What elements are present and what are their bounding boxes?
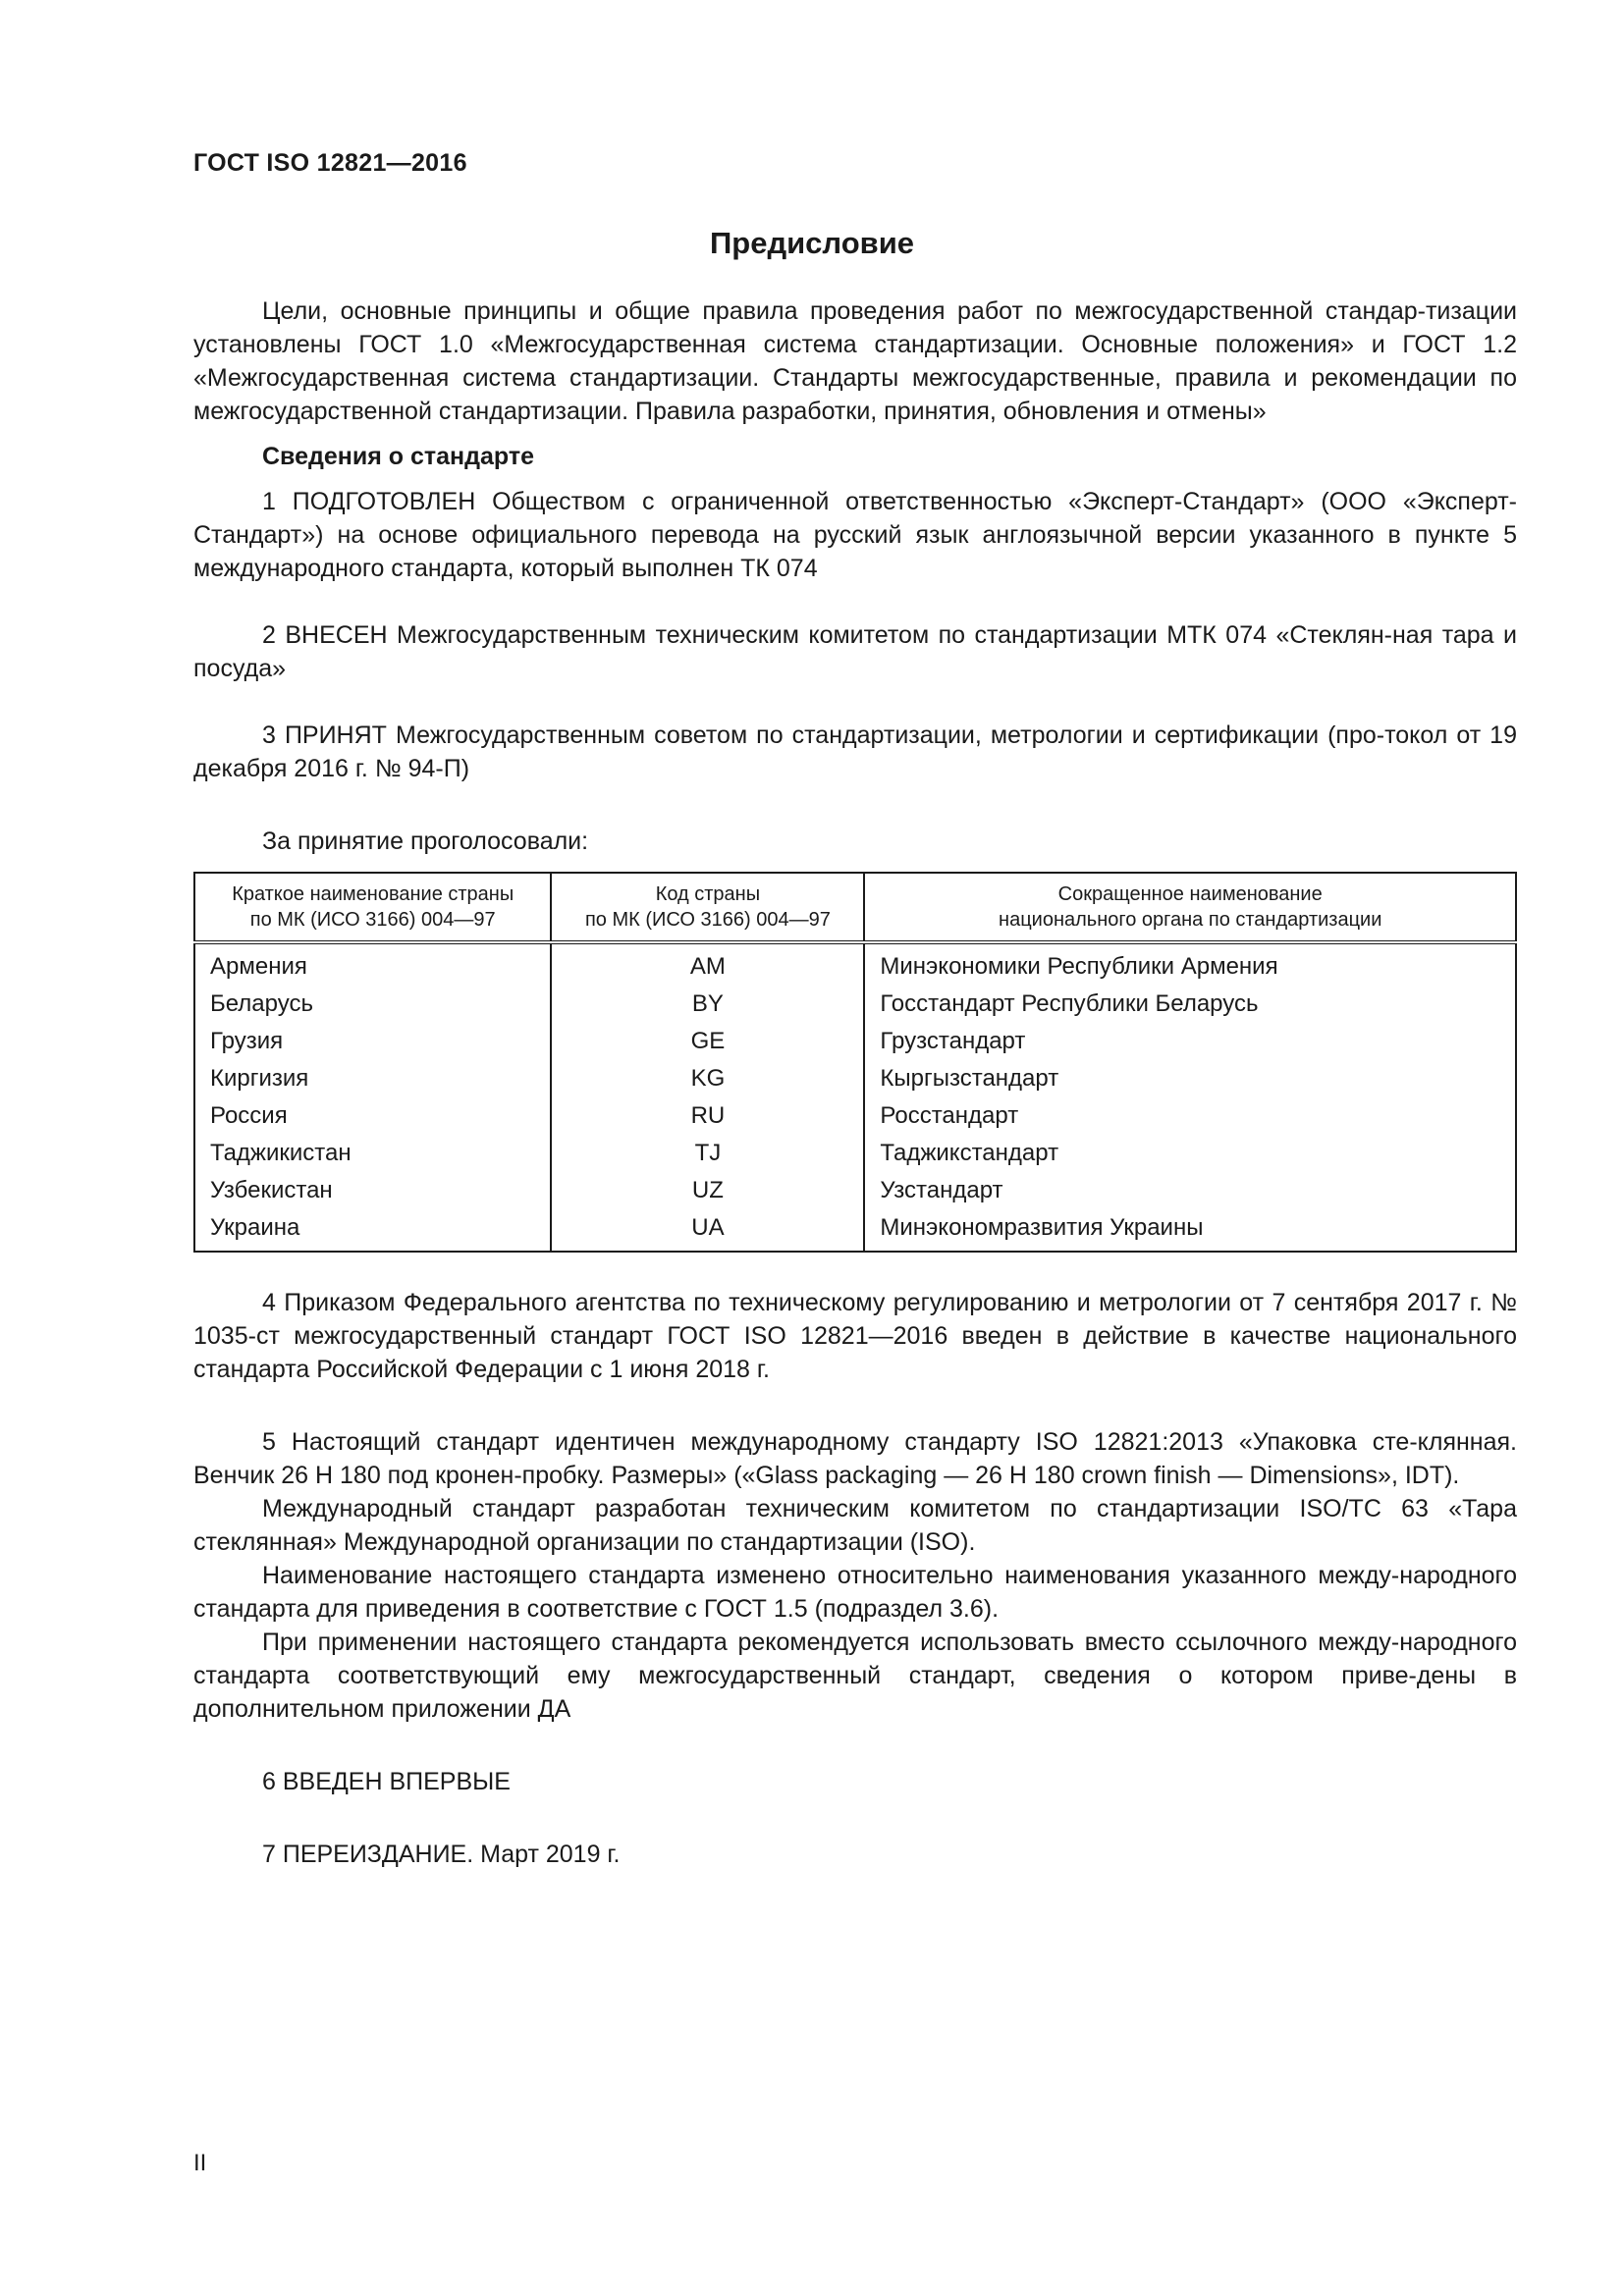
cell-standards-body: Минэкономики Республики Армения — [880, 953, 1278, 980]
table-row — [194, 1097, 1516, 1135]
item-5-paragraph: 5 Настоящий стандарт идентичен международному стандарту ISO 12821:2013 «Упаковка сте-клянная. Венчик 26 Н 180 под кронен-пробку. Размеры» («Glass packaging — 26 H 180 crown finish — Dimensions», IDT). — [193, 1428, 1517, 1489]
page-title: Предисловие — [709, 226, 914, 260]
intro-paragraph: Цели, основные принципы и общие правила проведения работ по межгосударственной стандар-тизации установлены ГОСТ 1.0 «Межгосударственная система стандартизации. Основные положения» и ГОСТ 1.2 «Межгосударственная система стандартизации. Стандарты межгосударственные, правила и рекомендации по межгосударственной стандартизации. Правила разработки, принятия, обновления и отмены» — [193, 297, 1517, 425]
cell-standards-body: Росстандарт — [880, 1102, 1019, 1129]
cell-standards-body: Узстандарт — [880, 1177, 1003, 1203]
item-7-paragraph: 7 ПЕРЕИЗДАНИЕ. Март 2019 г. — [262, 1841, 621, 1868]
cell-code: BY — [551, 986, 864, 1023]
cell-standards-body: Госстандарт Республики Беларусь — [880, 990, 1259, 1017]
voted-label: За принятие проголосовали: — [262, 828, 589, 855]
item-2-paragraph: 2 ВНЕСЕН Межгосударственным техническим комитетом по стандартизации МТК 074 «Стеклян-ная тара и посуда» — [193, 621, 1517, 682]
item-3-paragraph: 3 ПРИНЯТ Межгосударственным советом по стандартизации, метрологии и сертификации (про-токол от 19 декабря 2016 г. № 94-П) — [193, 721, 1517, 782]
cell-standards-body: Минэкономразвития Украины — [880, 1214, 1204, 1241]
cell-country: Грузия — [194, 1023, 551, 1060]
header-country-name: Краткое наименование страны по МК (ИСО 3166) 004—97 — [194, 873, 551, 942]
cell-code: KG — [551, 1060, 864, 1097]
cell-standards-body: Таджикстандарт — [880, 1140, 1059, 1166]
cell-country: Россия — [194, 1097, 551, 1135]
cell-code: UA — [551, 1209, 864, 1252]
item-5-application-paragraph: При применении настоящего стандарта рекомендуется использовать вместо ссылочного между-народного стандарта соответствующий ему межгосударственный стандарт, сведения о котором приве-дены в дополнительном приложении ДА — [193, 1629, 1517, 1723]
table-header-row — [194, 873, 1516, 942]
document-id: ГОСТ ISO 12821—2016 — [193, 149, 467, 177]
table-row — [194, 1135, 1516, 1172]
page-number: II — [193, 2150, 207, 2176]
cell-code: TJ — [551, 1135, 864, 1172]
cell-code: GE — [551, 1023, 864, 1060]
cell-code: RU — [551, 1097, 864, 1135]
cell-country: Беларусь — [194, 986, 551, 1023]
table-row — [194, 1023, 1516, 1060]
document-body — [193, 294, 1517, 1871]
item-5-title-change-paragraph: Наименование настоящего стандарта изменено относительно наименования указанного между-народного стандарта для приведения в соответствие с ГОСТ 1.5 (подраздел 3.6). — [193, 1562, 1517, 1623]
cell-country: Узбекистан — [194, 1172, 551, 1209]
cell-country: Украина — [194, 1209, 551, 1252]
cell-country: Киргизия — [194, 1060, 551, 1097]
cell-code: UZ — [551, 1172, 864, 1209]
item-1-paragraph: 1 ПОДГОТОВЛЕН Обществом с ограниченной ответственностью «Эксперт-Стандарт» (ООО «Эксперт-Стандарт») на основе официального перевода на русский язык англоязычной версии указанного в пункте 5 международного стандарта, который выполнен ТК 074 — [193, 488, 1517, 582]
table-row — [194, 1060, 1516, 1097]
header-country-code: Код страны по МК (ИСО 3166) 004—97 — [551, 873, 864, 942]
cell-standards-body: Кыргызстандарт — [880, 1065, 1059, 1092]
cell-country: Армения — [194, 942, 551, 986]
cell-country: Таджикистан — [194, 1135, 551, 1172]
voting-members-table — [193, 872, 1517, 1253]
table-row — [194, 942, 1516, 986]
table-row — [194, 1172, 1516, 1209]
cell-code: AM — [551, 942, 864, 986]
item-5-international-standard-paragraph: Международный стандарт разработан техническим комитетом по стандартизации ISO/TC 63 «Тара стеклянная» Международной организации по стандартизации (ISO). — [193, 1495, 1517, 1556]
item-6-paragraph: 6 ВВЕДЕН ВПЕРВЫЕ — [262, 1768, 511, 1795]
item-4-paragraph: 4 Приказом Федерального агентства по техническому регулированию и метрологии от 7 сентября 2017 г. № 1035-ст межгосударственный стандарт ГОСТ ISO 12821—2016 введен в действие в качестве национального стандарта Российской Федерации с 1 июня 2018 г. — [193, 1289, 1517, 1383]
header-standards-body: Сокращенное наименование национального органа по стандартизации — [864, 873, 1516, 942]
table-row — [194, 986, 1516, 1023]
cell-standards-body: Грузстандарт — [880, 1028, 1026, 1054]
section-subheading: Сведения о стандарте — [262, 443, 535, 470]
table-row — [194, 1209, 1516, 1252]
